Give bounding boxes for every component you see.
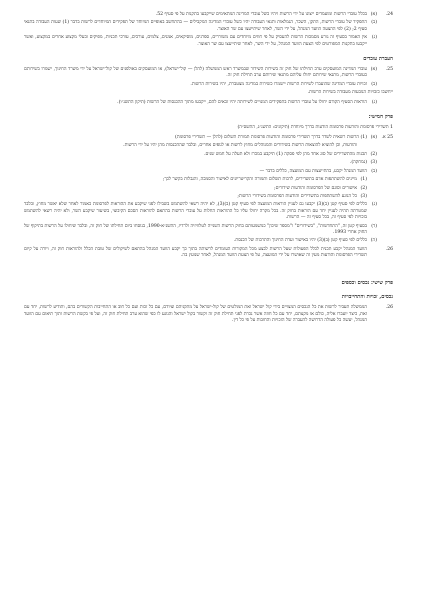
clause-item [24, 100, 393, 106]
clause-item [24, 238, 377, 244]
section-heading: נכסים, זכויות והתחייבויות [341, 293, 393, 300]
clause-text: כללים לפי סעיף קטן (ב)(3) יקבעו גם לעניין הוראות המועצה לפי סעיף קטן (ב)(3), לא יהיה רשאי להשתמש בשבילו לפני שיקבע את ההוראות לפרסומת כאמור לאחר שלא יאשר מחוץ, ובלבד שמטרתה תהיה לעניין יחד עם הוראות בחוק זה. בכל מקרה יחולו עליו כל ההוראות החלות על עובדי הרשות בהתאם להוראות הסכם הקיבוצי, בשיעור שיקבע השר, ולא יהיה רשאי להשתמש בזכויות לפי סעיף זה, בכל סעיף זה — הרשות. [24, 202, 367, 221]
clause-item [24, 224, 377, 237]
paragraph: 1 תשדירי פרסומת והודעות פרסומת הודעות בדרך מיוחדת (תיקונים: התשנ״ג, התשס״ה) [237, 125, 393, 131]
clause-item [24, 20, 393, 33]
clause-item [24, 247, 393, 260]
section-heading: פרק שישי: נכסים וכספים [341, 279, 393, 286]
section-heading: פרק חמישי: [368, 114, 393, 121]
clause-text: מיינים להשתתפות אדם בתשדירים, לרבות תשלום ותמורה והקריטריונים לאישור והסמכה, והגבלות בקשר לכך; [162, 177, 357, 183]
clause-text: אישורים וסוגם של הפרסומת והודעות שידורים; [274, 185, 357, 191]
section-number: 26. [385, 246, 393, 252]
clause-item [24, 169, 377, 175]
clause-text: כל הנוגע להשתתפות בתשדירים והודעות הפרסומת בשידורי הרשות; [237, 194, 357, 199]
subsection-marker: (3) [370, 160, 377, 166]
clause-item [24, 67, 393, 80]
clause-text: הוועד המנהל יקבע תכנית לכלל הפעולות שעל הרשות לבצע מכל המקורות העומדים לרשותה בתוך כך יקבע הוועד המנהל בהתאם לשיקולים של טובת הכלל ולהוראות חוק זה, ויורה על קיום תשדירי הפרסומת והודעות מעין זה שאושרו על ידי המועצה, על פי הצעת הוועד המנהל, לאחר שנועץ בה. [24, 246, 367, 259]
document-body [24, 12, 393, 324]
clause-text: כללים לפי סעיף קטן (ב)(3) יהיו באישור ועדת החינוך והתרבות של הכנסת. [233, 238, 367, 244]
subsection-marker: (ד) [371, 223, 377, 229]
clause-text: הוראות הסעיף הקודם יחולו על עובדי הרשות בתפקידים המנויים לשירותה יהיו זכאים להם, ייקבעו מתוך ההכנסות של הרשות (תיקון התשנ״ו). [117, 99, 367, 105]
section-number: 24. [385, 12, 393, 17]
clause-item [24, 202, 377, 221]
clause-text: זכויות עובדי המדינה שהועברו לשירות הרשות יישמרו כשירות במדינה מצטברת, יהיו בשירות הרשות. [190, 81, 367, 87]
clause-item [24, 152, 377, 158]
clause-item [24, 143, 367, 149]
clause-item [24, 186, 367, 192]
clause-item [24, 160, 377, 166]
clause-text: (1) הרשות רשאית לשדר בדרך תשדירי פרסומת והודעות פרסומת תמורת תשלום (להלן — תשדירי פרסומת) [174, 134, 367, 140]
clause-item [24, 12, 393, 18]
subsection-marker: (2) [360, 185, 367, 191]
clause-text: בכלל עובדי הרשות ומועמדים ייצוגו על ידי הרשות ויהיו כשל עובדי המדינה המתאימים שייקבעו בתקנות על פי סעיף 52. [155, 12, 367, 17]
clause-text: תכנות מהתשדירים של סוג אחד מהן לפי פסקה (1) תיקבע במכרז ולא תעלה על חמש שנים. [204, 151, 367, 157]
subsection-marker: (ג) [371, 35, 377, 41]
clause-text: התפקיד של עובדי הרשות, התקן, השכר, הגמלאות ותנאי העבודה יהיו כשל עובדי המדינה המקבילים — בהתחשב באופיים המיוחד של תפקידים המיוחדים לרשות בדבר (1) שעות העבודה בתנאי סעיף 2; (2) לפי ההצעה הוועד המנהל, על ידי השר, לאחר שיתייעצו עם שר האוצר. [24, 20, 367, 32]
clause-text: הממשלה תעביר לרשות את כל הנכסים המצויים בידי קול ישראל ואת המולטים של קול-ישראל על מתקניהם וציודם, עם כל זכות ועם כל חוב או התחייבות הקשורים בהם, ותודיע לרשות, יחד עם זאת, כיצד יועברו אליה, כולם או מקצתם, יחד עם כל חוזה אשר נכרת לפני תחילת חוק זה וקשור בקול ישראל והנוגע לו כפי שהוא ערב תחילת חוק זה, ועל פי בקשת הרשות ותוך תיאום עם הוועד המנהל, יעשה כל פעולה הדרושה להעברה של הזכויות והחובות על פי כל דין. [24, 305, 367, 323]
clause-text: והודעות, וכן להוציא להוצאות הרשות בשידורים והמנוהלים מחוץ לרשות או לגופים אחרים, ובלבד שההכנסות מהן יהיו על ידי הרשות. [123, 143, 357, 149]
clause-item [24, 177, 367, 183]
subsection-marker: (ב) [371, 168, 377, 174]
clause-item [24, 194, 367, 200]
clause-text: (נמחקה). [349, 160, 367, 166]
subsection-marker: (א) [370, 12, 377, 17]
section-number: 25. [385, 67, 393, 73]
clause-text: הוועד המנהל יקבע, בהתייעצות עם המועצה, כללים בדבר — [259, 168, 367, 174]
clause-text: בסעיף קטן זה, "התחדשות", "בשידורים" ו"מספר שיכון" כמשמעותם בחוק הרשות השנייה לטלוויזיה ולרדיו, התשנ״א-1990, בנוסחו ביום תחילתו של חוק זה, ובלבד שיחולו על הרשות בתיקוף של החוק אחרי 1993. [24, 223, 368, 235]
subsection-marker: (ג) [371, 99, 377, 105]
subsection-marker: (ה) [370, 238, 377, 244]
subsection-marker: (3) [360, 194, 367, 199]
section-heading: העברת עובדים [363, 55, 393, 62]
subsection-marker: (א) [370, 67, 377, 73]
clause-item [24, 35, 393, 48]
subsection-marker: (ב) [371, 20, 377, 26]
subsection-marker: (2) [370, 151, 377, 157]
subsection-marker: (ג) [371, 202, 377, 208]
subsection-marker: (1) [360, 177, 367, 183]
clause-item [24, 305, 393, 324]
spacer [24, 262, 393, 272]
paragraph: ייחשבו כזכויות הנובעות מעבודה בשירות הרשות. [307, 90, 393, 96]
subsection-marker: (ב) [371, 81, 377, 87]
subsection-marker: (א) [370, 134, 377, 140]
section-number: 25 א. [381, 134, 393, 140]
section-number: 26. [385, 305, 393, 311]
clause-item [24, 82, 393, 88]
clause-text: אין האמור בסעיף זה גורע מסמכות הרשות להעסיק על פי חוזים מיוחדים עם משוררים, ספרנים, מוסיקאים, אמנים, צלמים, עורכים, עורכי תכניות, מפיקים ובעלי מקצוע אחרים במקצוע, ואשר ייקבעו בתקנות המפורטים לפי הצעת הוועד המנהל, על ידי השר, לאחר שיתייעצו עם שר האוצר. [24, 35, 367, 47]
clause-text: עובדי המדינה המועסקים ערב תחילתו של חוק זה בשירות השידור שבמשרד ראש הממשלה (להלן — קול־ישראל), או המועסקים באולפנים של קול־ישראל על ידי משרד החינוך, ישמרו בשירותם כעובדי הרשות, מתנאי שירותם יחולו עליהם מתנאי שירותם ערב תחילת חוק זה. [24, 67, 367, 79]
clause-item [24, 135, 393, 141]
